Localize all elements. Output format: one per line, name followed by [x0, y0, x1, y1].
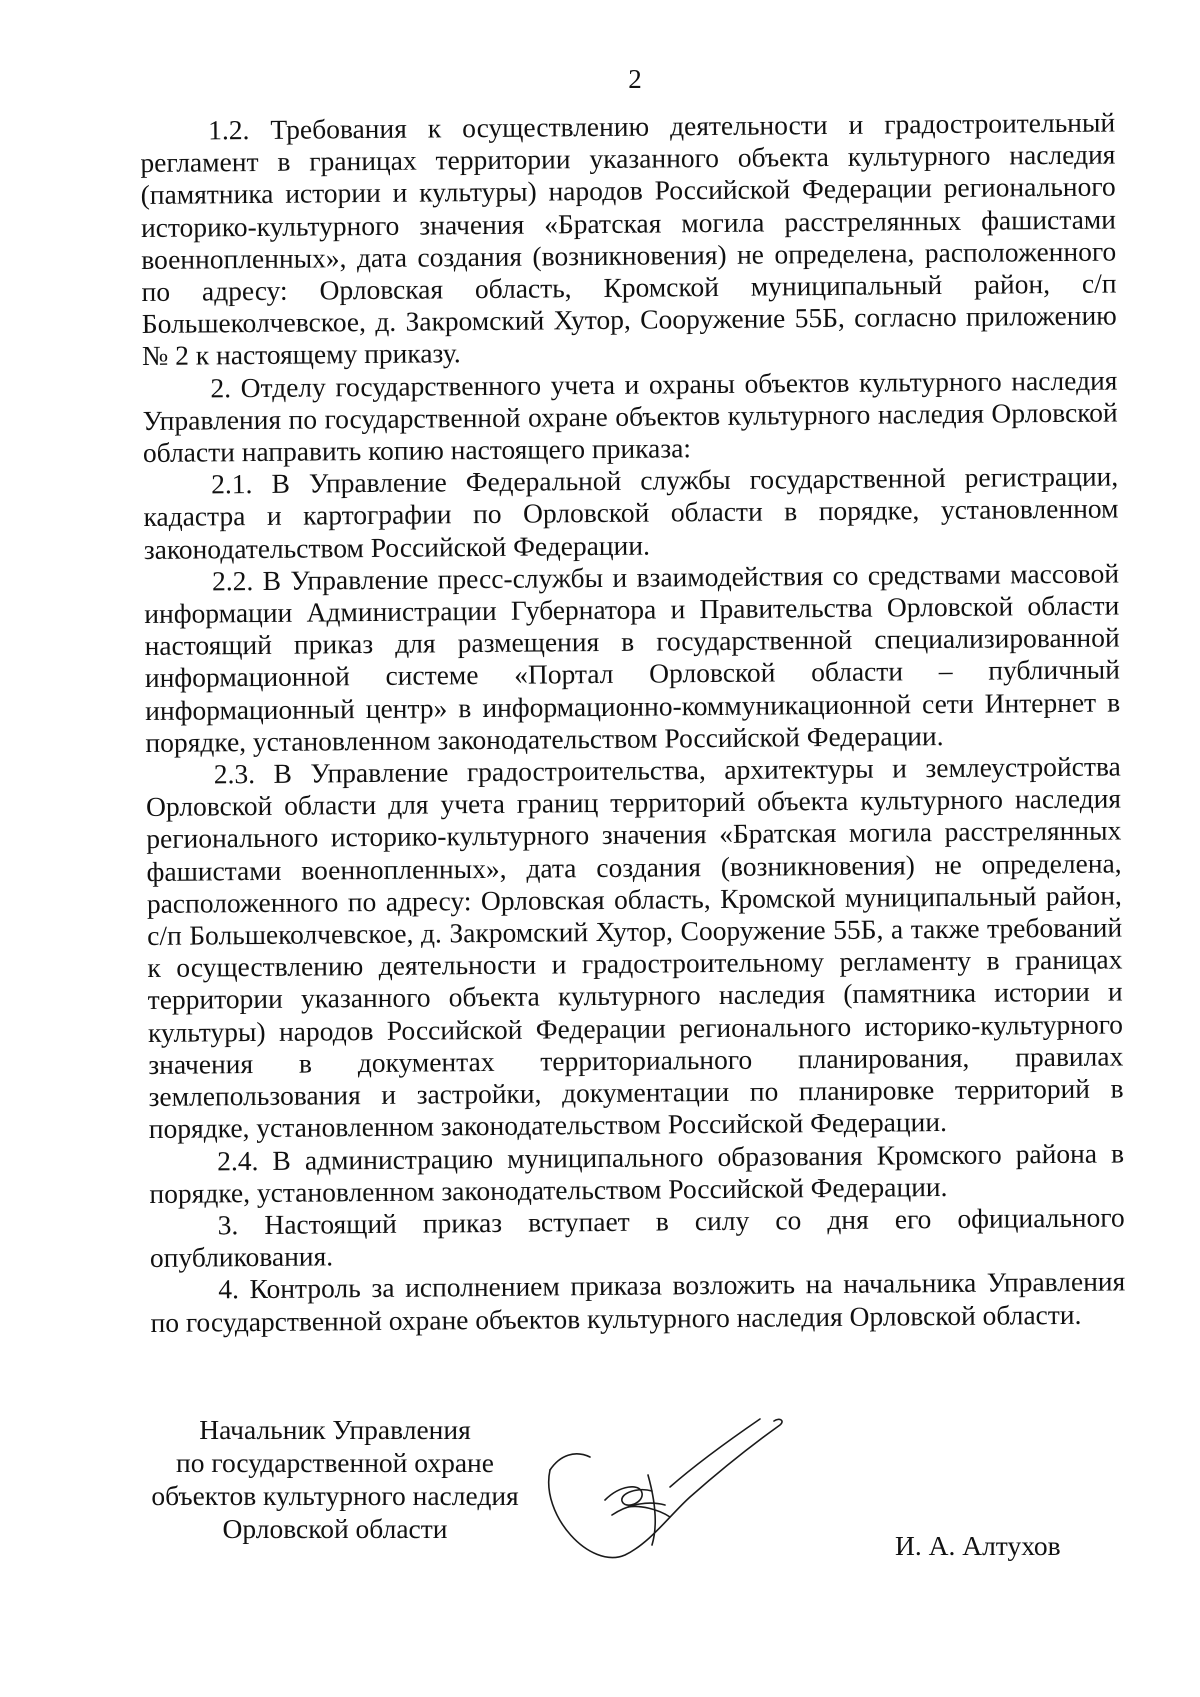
paragraph-3: 3. Настоящий приказ вступает в силу со дня его официального опубликования.	[149, 1201, 1125, 1274]
paragraph-2-1: 2.1. В Управление Федеральной службы государственной регистрации, кадастра и картографии по Орловской области в порядке, установленном законодательством Российской Федерации.	[143, 460, 1119, 565]
paragraph-2: 2. Отделу государственного учета и охраны объектов культурного наследия Управления по государственной охране объектов культурного наследия Орловской области направить копию настоящего приказа:	[142, 364, 1118, 469]
handwritten-signature	[530, 1405, 800, 1575]
signatory-name: И. А. Алтухов	[895, 1530, 1061, 1561]
signatory-title-line: Орловской области	[222, 1513, 448, 1544]
paragraph-2-4: 2.4. В администрацию муниципального образования Кромского района в порядке, установленном законодательством Российской Федерации.	[149, 1136, 1125, 1209]
signatory-title	[130, 1413, 540, 1545]
signatory-title-line: по государственной охране	[176, 1447, 494, 1478]
paragraph-2-2: 2.2. В Управление пресс-службы и взаимодействия со средствами массовой информации Администрации Губернатора и Правительства Орловской области настоящий приказ для размещения в государственной специализированной информационной системе «Портал Орловской области – публичный информационный центр» в информационно-коммуникационной сети Интернет в порядке, установленном законодательством Российской Федерации.	[144, 557, 1121, 758]
paragraph-1-2: 1.2. Требования к осуществлению деятельности и градостроительный регламент в границах территории указанного объекта культурного наследия (памятника истории и культуры) народов Российской Федерации регионального историко-культурного значения «Братская могила расстрелянных фашистами военнопленных», дата создания (возникновения) не определена, расположенного по адресу: Орловская область, Кромской муниципальный район, с/п Большеколчевское, д. Закромский Хутор, Сооружение 55Б, согласно приложению № 2 к настоящему приказу.	[140, 106, 1117, 372]
paragraph-4: 4. Контроль за исполнением приказа возложить на начальника Управления по государственной охране объектов культурного наследия Орловской области.	[150, 1265, 1126, 1338]
signatory-title-line: Начальник Управления	[199, 1414, 471, 1445]
paragraph-2-3: 2.3. В Управление градостроительства, архитектуры и землеустройства Орловской области для учета границ территорий объекта культурного наследия регионального историко-культурного значения «Братская могила расстрелянных фашистами военнопленных», дата создания (возникновения) не определена, расположенного по адресу: Орловская область, Кромской муниципальный район, с/п Большеколчевское, д. Закромский Хутор, Сооружение 55Б, а также требований к осуществлению деятельности и градостроительному регламенту в границах территории указанного объекта культурного наследия (памятника истории и культуры) народов Российской Федерации регионального историко-культурного значения в документах территориального планирования, правилах землепользования и застройки, документации по планировке территорий в порядке, установленном законодательством Российской Федерации.	[145, 750, 1124, 1145]
document-body	[140, 106, 1126, 1338]
signatory-title-line: объектов культурного наследия	[151, 1480, 519, 1511]
page-number: 2	[628, 64, 642, 94]
